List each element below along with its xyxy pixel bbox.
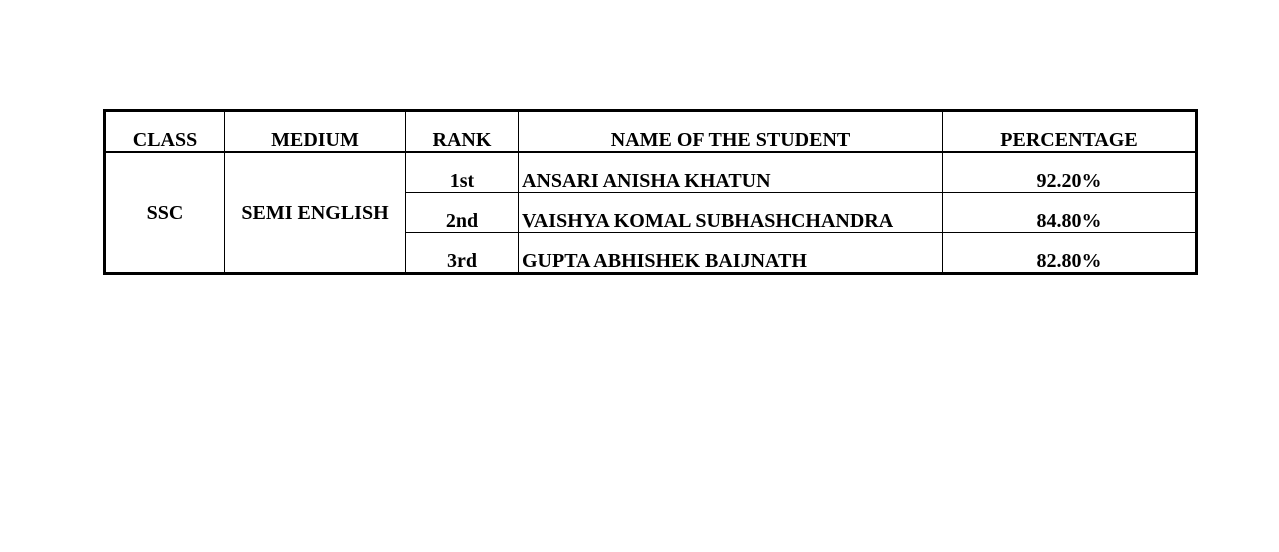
medium-cell: SEMI ENGLISH bbox=[225, 152, 406, 274]
percentage-cell: 84.80% bbox=[943, 193, 1197, 233]
table-body bbox=[105, 152, 1197, 274]
header-rank: RANK bbox=[406, 111, 519, 153]
header-student-name: NAME OF THE STUDENT bbox=[519, 111, 943, 153]
percentage-cell: 92.20% bbox=[943, 152, 1197, 193]
student-name-cell: GUPTA ABHISHEK BAIJNATH bbox=[519, 233, 943, 274]
student-name-cell: VAISHYA KOMAL SUBHASHCHANDRA bbox=[519, 193, 943, 233]
percentage-cell: 82.80% bbox=[943, 233, 1197, 274]
header-percentage: PERCENTAGE bbox=[943, 111, 1197, 153]
header-medium: MEDIUM bbox=[225, 111, 406, 153]
table-header bbox=[105, 111, 1197, 153]
rank-cell: 1st bbox=[406, 152, 519, 193]
header-row bbox=[105, 111, 1197, 153]
results-table bbox=[103, 109, 1198, 275]
table-row bbox=[105, 152, 1197, 193]
student-name-cell: ANSARI ANISHA KHATUN bbox=[519, 152, 943, 193]
rank-cell: 3rd bbox=[406, 233, 519, 274]
class-cell: SSC bbox=[105, 152, 225, 274]
rank-cell: 2nd bbox=[406, 193, 519, 233]
header-class: CLASS bbox=[105, 111, 225, 153]
